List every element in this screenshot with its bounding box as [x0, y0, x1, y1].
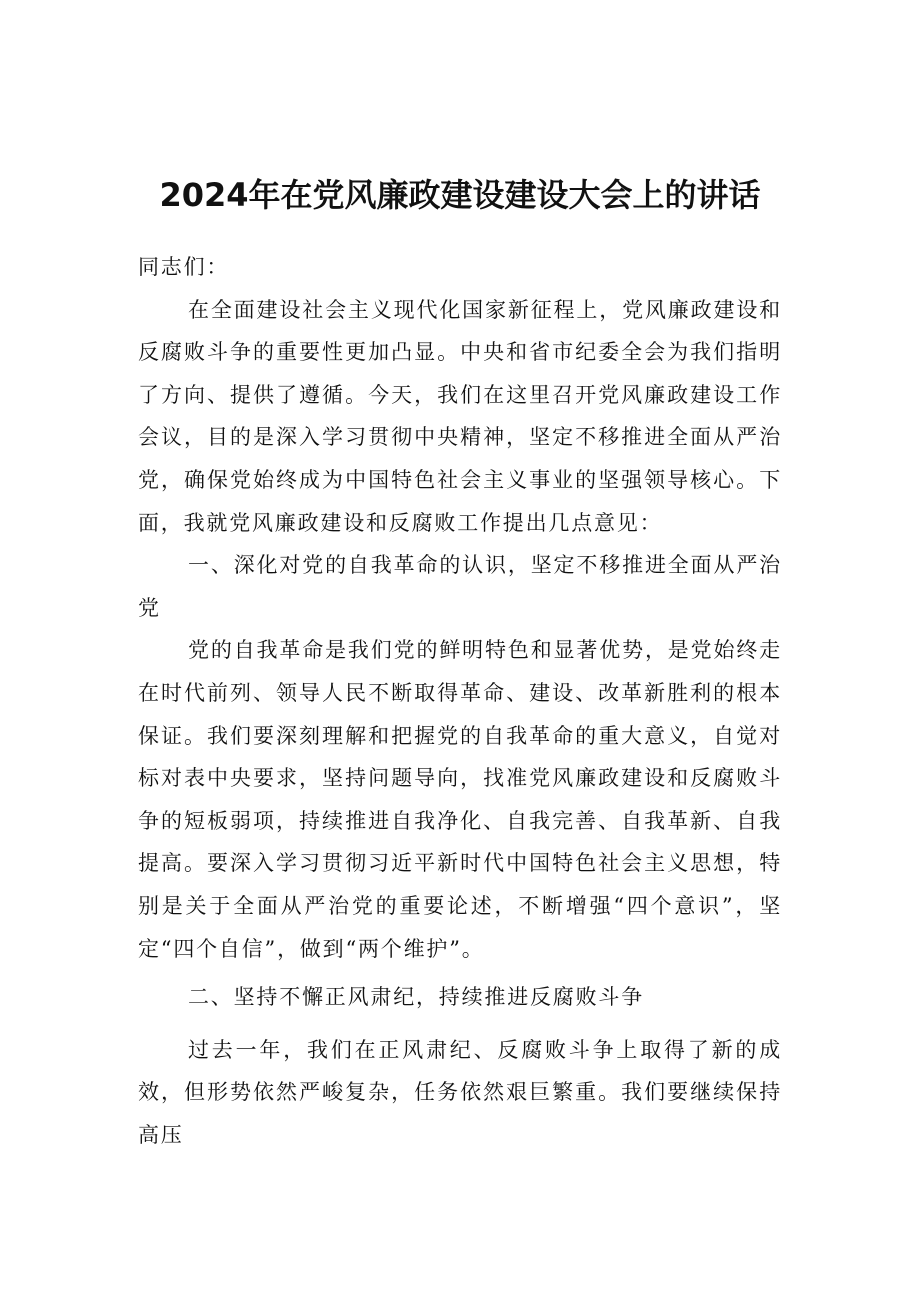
page-title: 2024年在党风廉政建设建设大会上的讲话: [159, 176, 761, 215]
document-body: [138, 246, 782, 1156]
section-heading-1: 一、深化对党的自我革命的认识，坚定不移推进全面从严治党: [138, 553, 782, 620]
paragraph-section-1: 党的自我革命是我们党的鲜明特色和显著优势，是党始终走在时代前列、领导人民不断取得革命、建设、改革新胜利的根本保证。我们要深刻理解和把握党的自我革命的重大意义，自觉对标对表中央要求，坚持问题导向，找准党风廉政建设和反腐败斗争的短板弱项，持续推进自我净化、自我完善、自我革新、自我提高。要深入学习贯彻习近平新时代中国特色社会主义思想，特别是关于全面从严治党的重要论述，不断增强“四个意识”，坚定“四个自信”，做到“两个维护”。: [138, 638, 782, 961]
paragraph-section-2: 过去一年，我们在正风肃纪、反腐败斗争上取得了新的成效，但形势依然严峻复杂，任务依然艰巨繁重。我们要继续保持高压: [138, 1037, 782, 1147]
greeting: 同志们：: [138, 255, 230, 279]
paragraph-intro: 在全面建设社会主义现代化国家新征程上，党风廉政建设和反腐败斗争的重要性更加凸显。中央和省市纪委全会为我们指明了方向、提供了遵循。今天，我们在这里召开党风廉政建设工作会议，目的是深入学习贯彻中央精神，坚定不移推进全面从严治党，确保党始终成为中国特色社会主义事业的坚强领导核心。下面，我就党风廉政建设和反腐败工作提出几点意见：: [138, 297, 782, 535]
section-heading-2: 二、坚持不懈正风肃纪，持续推进反腐败斗争: [188, 985, 644, 1010]
